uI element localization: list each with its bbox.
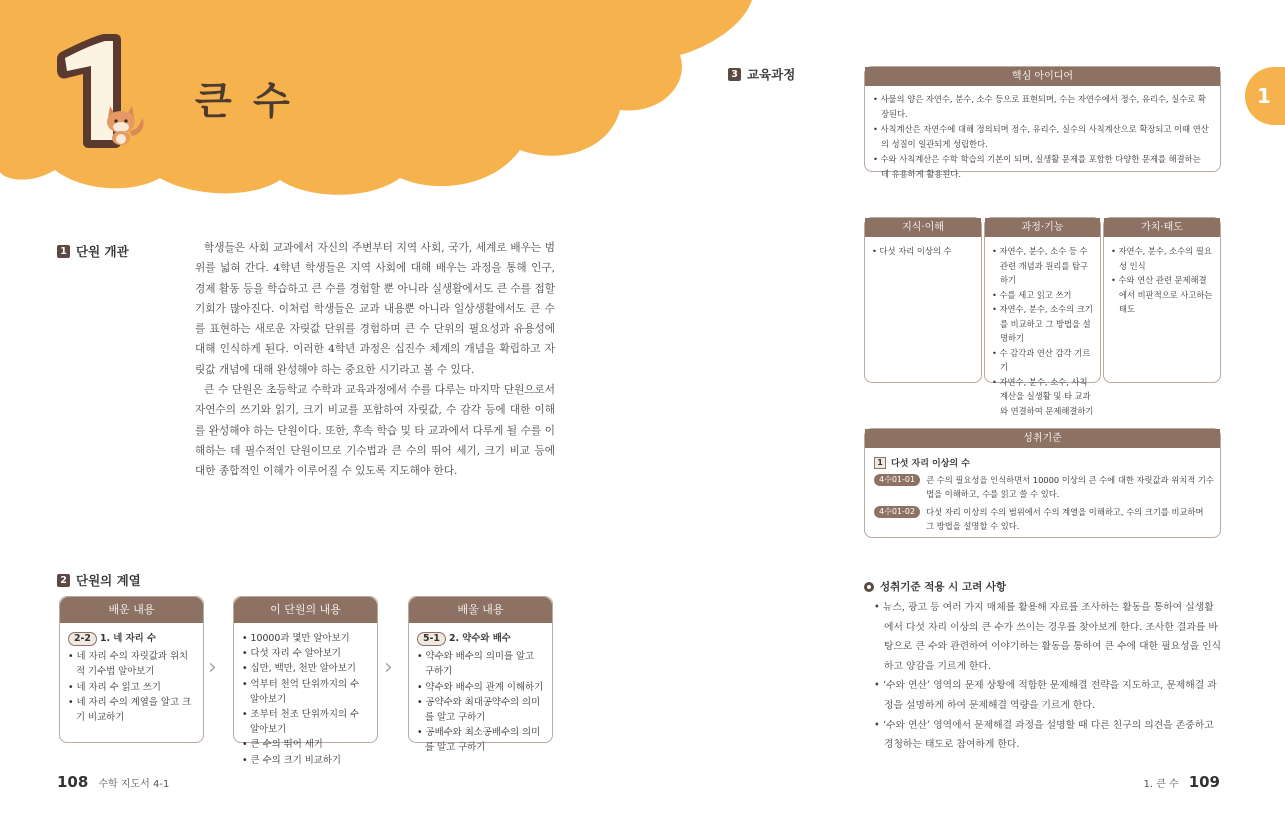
overview-heading xyxy=(57,242,129,260)
achievement-text: 큰 수의 필요성을 인식하면서 10000 이상의 큰 수에 대한 자릿값과 위치적 기수법을 이해하고, 수를 읽고 쓸 수 있다. xyxy=(926,475,1214,499)
sequence-card-title: 2. 약수와 배수 xyxy=(448,633,511,644)
list-item: • 자연수, 분수, 소수, 사칙계산을 실생활 및 타 교과와 연결하여 문제해결하기 xyxy=(992,375,1094,419)
chevron-right-icon: › xyxy=(384,655,393,680)
sequence-heading xyxy=(57,571,141,589)
chevron-right-icon: › xyxy=(208,655,217,680)
considerations-heading xyxy=(864,579,1006,594)
column-header: 과정·기능 xyxy=(985,218,1100,237)
achievement-header: 성취기준 xyxy=(865,429,1220,448)
column-header: 가치·태도 xyxy=(1104,218,1220,237)
grade-tag: 2-2 xyxy=(68,632,97,646)
list-item: • 수와 사칙계산은 수학 학습의 기본이 되며, 실생활 문제를 포함한 다양한 문제를 해결하는 데 유용하게 활용된다. xyxy=(873,152,1210,182)
list-item: • 약수와 배수의 의미를 알고 구하기 xyxy=(417,649,544,679)
list-item: • 수와 연산 관련 문제해결에서 비판적으로 사고하는 태도 xyxy=(1111,273,1214,317)
chapter-side-tab: 1 xyxy=(1245,67,1285,125)
list-item: • 네 자리 수 읽고 쓰기 xyxy=(68,680,195,695)
book-title-left: 수학 지도서 4-1 xyxy=(98,779,170,790)
list-item: • 자연수, 분수, 소수의 필요성 인식 xyxy=(1111,244,1214,273)
list-item: • 네 자리 수의 계열을 알고 크기 비교하기 xyxy=(68,695,195,725)
core-idea-header: 핵심 아이디어 xyxy=(865,67,1220,86)
bullet-circle-icon xyxy=(864,582,874,592)
column-header: 지식·이해 xyxy=(865,218,981,237)
curriculum-heading-text: 교육과정 xyxy=(747,67,796,82)
list-item: • 자연수, 분수, 소수 등 수 관련 개념과 원리를 탐구하기 xyxy=(992,244,1094,288)
overview-text xyxy=(195,238,555,482)
achievement-sub-number: 1 xyxy=(874,457,886,469)
list-item: • 큰 수의 크기 비교하기 xyxy=(242,753,369,768)
knowledge-column xyxy=(864,217,982,383)
considerations-heading-text: 성취기준 적용 시 고려 사항 xyxy=(880,581,1007,593)
list-item: • 다섯 자리 수 알아보기 xyxy=(242,646,369,661)
list-item: • 사물의 양은 자연수, 분수, 소수 등으로 표현되며, 수는 자연수에서 정수, 유리수, 실수로 확장된다. xyxy=(873,92,1210,122)
achievement-row xyxy=(874,505,1214,533)
footer-left xyxy=(57,773,169,791)
list-item: • 다섯 자리 이상의 수 xyxy=(872,244,975,259)
sequence-heading-text: 단원의 계열 xyxy=(76,573,141,588)
overview-heading-text: 단원 개관 xyxy=(76,244,129,259)
achievement-text: 다섯 자리 이상의 수의 범위에서 수의 계열을 이해하고, 수의 크기를 비교하며 그 방법을 설명할 수 있다. xyxy=(926,507,1204,531)
page-number-right: 109 xyxy=(1188,773,1220,791)
list-item: • 조부터 천조 단위까지의 수 알아보기 xyxy=(242,707,369,737)
sequence-card-prior xyxy=(59,596,204,743)
grade-tag: 5-1 xyxy=(417,632,446,646)
footer-right xyxy=(1143,773,1220,791)
list-item: • 자연수, 분수, 소수의 크기를 비교하고 그 방법을 설명하기 xyxy=(992,302,1094,346)
considerations-list xyxy=(874,598,1222,755)
sequence-card-header: 배운 내용 xyxy=(60,597,203,623)
achievement-code-badge: 4수01-02 xyxy=(874,506,920,518)
list-item: • 공배수와 최소공배수의 의미를 알고 구하기 xyxy=(417,725,544,755)
achievement-sub-title: 다섯 자리 이상의 수 xyxy=(891,459,970,469)
overview-paragraph: 학생들은 사회 교과에서 자신의 주변부터 지역 사회, 국가, 세계로 배우는 범위를 넓혀 간다. 4학년 학생들은 지역 사회에 대해 배우는 과정을 통해 인구, 경제 활동 등을 학습하고 큰 수를 경험할 뿐 아니라 실생활에서도 큰 수를 접할 기회가 많아진다. 이처럼 학생들은 교과 내용뿐 아니라 일상생활에서도 큰 수를 표현하는 새로운 자릿값 단위를 경험하며 큰 수 단위의 필요성과 유용성에 대해 인식하게 된다. 이러한 4학년 과정은 십진수 체계의 개념을 확립하고 자릿값 개념에 대해 완성해야 하는 중요한 시기라고 볼 수 있다. xyxy=(195,242,555,376)
list-item: • 수 감각과 연산 감각 기르기 xyxy=(992,346,1094,375)
list-item: • ‘수와 연산’ 영역의 문제 상황에 적합한 문제해결 전략을 지도하고, 문제해결 과정을 설명하게 하여 문제해결 역량을 기르게 한다. xyxy=(874,676,1222,715)
sequence-card-header: 배울 내용 xyxy=(409,597,552,623)
list-item: • 뉴스, 광고 등 여러 가지 매체를 활용해 자료를 조사하는 활동을 통하여 실생활에서 다섯 자리 이상의 큰 수가 쓰이는 경우를 찾아보게 한다. 조사한 결과를 바탕으로 큰 수와 관련하여 이야기하는 활동을 통하여 큰 수에 대한 필요성을 인식하고 양감을 기르게 한다. xyxy=(874,598,1222,676)
list-item: • 십만, 백만, 천만 알아보기 xyxy=(242,661,369,676)
sequence-number-badge: 2 xyxy=(57,574,70,587)
overview-paragraph: 큰 수 단원은 초등학교 수학과 교육과정에서 수를 다루는 마지막 단원으로서 자연수의 쓰기와 읽기, 크기 비교를 포함하여 자릿값, 수 감각 등에 대한 이해를 완성해야 하는 단원이다. 또한, 후속 학습 및 타 교과에서 다루게 될 수를 이해하는 데 필수적인 단원이므로 기수법과 큰 수의 뛰어 세기, 크기 비교 등에 대한 종합적인 이해가 이루어질 수 있도록 지도해야 한다. xyxy=(195,384,555,478)
list-item: • 10000과 몇만 알아보기 xyxy=(242,631,369,646)
achievement-subtitle xyxy=(874,456,1220,469)
value-column xyxy=(1103,217,1221,383)
chapter-title-right: 1. 큰 수 xyxy=(1143,779,1179,790)
list-item: • 수를 세고 읽고 쓰기 xyxy=(992,288,1094,303)
fox-mascot-icon xyxy=(102,100,148,146)
list-item: • 큰 수의 뛰어 세기 xyxy=(242,737,369,752)
core-idea-box xyxy=(864,66,1221,179)
page-number-left: 108 xyxy=(57,773,89,791)
list-item: • 억부터 천억 단위까지의 수 알아보기 xyxy=(242,677,369,707)
achievement-box xyxy=(864,428,1221,538)
curriculum-number-badge: 3 xyxy=(728,68,741,81)
list-item: • 사칙계산은 자연수에 대해 정의되며 정수, 유리수, 실수의 사칙계산으로 확장되고 이때 연산의 성질이 일관되게 성립한다. xyxy=(873,122,1210,152)
curriculum-heading xyxy=(728,65,795,83)
process-column xyxy=(984,217,1101,416)
sequence-card-title: 1. 네 자리 수 xyxy=(99,633,157,644)
sequence-card-header: 이 단원의 내용 xyxy=(234,597,377,623)
achievement-code-badge: 4수01-01 xyxy=(874,474,920,486)
list-item: • 공약수와 최대공약수의 의미를 알고 구하기 xyxy=(417,695,544,725)
unit-title: 큰 수 xyxy=(195,79,294,123)
list-item: • 약수와 배수의 관계 이해하기 xyxy=(417,680,544,695)
list-item: • ‘수와 연산’ 영역에서 문제해결 과정을 설명할 때 다른 친구의 의견을 존중하고 경청하는 태도로 참여하게 한다. xyxy=(874,716,1222,755)
sequence-card-next xyxy=(408,596,553,754)
list-item: • 네 자리 수의 자릿값과 위치적 기수법 알아보기 xyxy=(68,649,195,679)
overview-number-badge: 1 xyxy=(57,245,70,258)
sequence-card-current xyxy=(233,596,378,766)
achievement-row xyxy=(874,473,1214,501)
